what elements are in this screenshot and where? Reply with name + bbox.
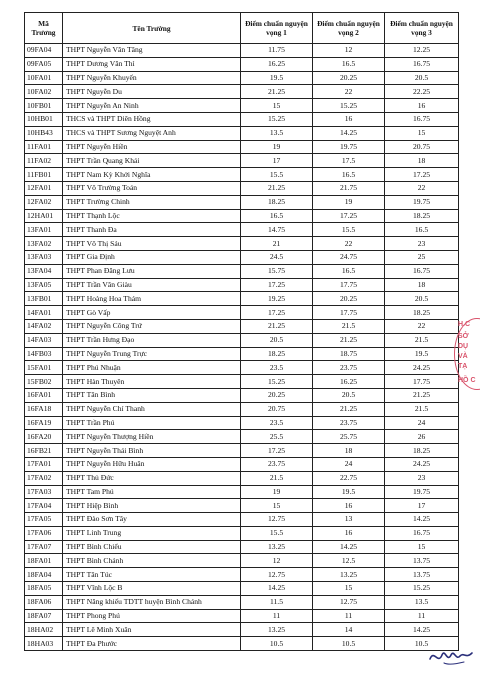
- school-code-cell: 10FA02: [25, 85, 63, 99]
- score-choice-3-cell: 25: [385, 250, 459, 264]
- score-choice-2-cell: 21.25: [313, 333, 385, 347]
- school-name-cell: THPT Phong Phú: [63, 609, 241, 623]
- score-choice-2-cell: 12: [313, 44, 385, 58]
- school-code-cell: 12FA01: [25, 181, 63, 195]
- school-code-cell: 10HB01: [25, 112, 63, 126]
- table-row: [25, 99, 459, 113]
- score-choice-3-cell: 19.75: [385, 485, 459, 499]
- score-choice-2-cell: 14.25: [313, 540, 385, 554]
- school-name-cell: THPT Trường Chinh: [63, 195, 241, 209]
- score-choice-2-cell: 23.75: [313, 361, 385, 375]
- score-choice-2-cell: 15: [313, 582, 385, 596]
- score-choice-1-cell: 10.5: [241, 637, 313, 651]
- school-name-cell: THPT Nguyễn Hữu Huân: [63, 457, 241, 471]
- score-choice-2-cell: 24: [313, 457, 385, 471]
- table-row: [25, 85, 459, 99]
- score-choice-1-cell: 16.25: [241, 57, 313, 71]
- school-name-cell: THPT Nguyễn Chí Thanh: [63, 402, 241, 416]
- header-score-choice-2: Điểm chuẩn nguyện vọng 2: [313, 13, 385, 44]
- score-choice-3-cell: 12.25: [385, 44, 459, 58]
- score-choice-2-cell: 14: [313, 623, 385, 637]
- score-choice-1-cell: 15: [241, 499, 313, 513]
- school-code-cell: 13FA01: [25, 223, 63, 237]
- score-choice-1-cell: 21.5: [241, 471, 313, 485]
- school-code-cell: 16FA20: [25, 430, 63, 444]
- school-code-cell: 15FB02: [25, 375, 63, 389]
- table-row: [25, 568, 459, 582]
- school-code-cell: 17FA06: [25, 526, 63, 540]
- school-code-cell: 16FA19: [25, 416, 63, 430]
- school-name-cell: THPT Nguyễn An Ninh: [63, 99, 241, 113]
- score-choice-2-cell: 15.5: [313, 223, 385, 237]
- school-code-cell: 13FA02: [25, 237, 63, 251]
- score-choice-3-cell: 22: [385, 319, 459, 333]
- score-choice-3-cell: 16.75: [385, 526, 459, 540]
- score-choice-3-cell: 20.5: [385, 71, 459, 85]
- table-row: [25, 333, 459, 347]
- score-choice-2-cell: 15.25: [313, 99, 385, 113]
- score-choice-2-cell: 20.5: [313, 388, 385, 402]
- table-row: [25, 540, 459, 554]
- school-code-cell: 17FA04: [25, 499, 63, 513]
- score-choice-1-cell: 24.5: [241, 250, 313, 264]
- score-choice-2-cell: 23.75: [313, 416, 385, 430]
- school-code-cell: 16FB21: [25, 444, 63, 458]
- school-name-cell: THPT Trần Văn Giàu: [63, 278, 241, 292]
- table-row: [25, 457, 459, 471]
- school-code-cell: 18FA01: [25, 554, 63, 568]
- table-row: [25, 209, 459, 223]
- header-score-choice-1: Điểm chuẩn nguyện vọng 1: [241, 13, 313, 44]
- table-row: [25, 319, 459, 333]
- school-name-cell: THPT Tân Bình: [63, 388, 241, 402]
- school-code-cell: 16FA18: [25, 402, 63, 416]
- school-name-cell: THPT Gò Vấp: [63, 306, 241, 320]
- stamp-text-line: DỤ: [458, 343, 469, 350]
- score-choice-3-cell: 19.75: [385, 195, 459, 209]
- handwritten-signature: [428, 643, 474, 674]
- score-choice-2-cell: 16: [313, 499, 385, 513]
- table-row: [25, 140, 459, 154]
- table-row: [25, 223, 459, 237]
- table-row: [25, 582, 459, 596]
- score-choice-3-cell: 11: [385, 609, 459, 623]
- school-code-cell: 12HA01: [25, 209, 63, 223]
- school-name-cell: THPT Phan Đăng Lưu: [63, 264, 241, 278]
- school-name-cell: THPT Tân Túc: [63, 568, 241, 582]
- school-code-cell: 17FA02: [25, 471, 63, 485]
- table-row: [25, 168, 459, 182]
- score-choice-1-cell: 12.75: [241, 568, 313, 582]
- score-table-page: [24, 12, 458, 651]
- score-choice-2-cell: 16.5: [313, 264, 385, 278]
- table-row: [25, 623, 459, 637]
- score-choice-3-cell: 15.25: [385, 582, 459, 596]
- school-code-cell: 13FA03: [25, 250, 63, 264]
- table-row: [25, 347, 459, 361]
- score-choice-1-cell: 18.25: [241, 347, 313, 361]
- score-choice-2-cell: 21.75: [313, 181, 385, 195]
- school-name-cell: THPT Thủ Đức: [63, 471, 241, 485]
- stamp-text-line: TẠ: [458, 363, 468, 370]
- score-choice-2-cell: 11: [313, 609, 385, 623]
- school-name-cell: THPT Năng khiếu TDTT huyện Bình Chánh: [63, 595, 241, 609]
- score-choice-1-cell: 19.25: [241, 292, 313, 306]
- score-choice-1-cell: 20.25: [241, 388, 313, 402]
- score-choice-3-cell: 20.5: [385, 292, 459, 306]
- table-body: [25, 44, 459, 651]
- table-row: [25, 264, 459, 278]
- table-row: [25, 402, 459, 416]
- school-name-cell: THPT Trần Hưng Đạo: [63, 333, 241, 347]
- table-row: [25, 181, 459, 195]
- score-choice-3-cell: 18: [385, 154, 459, 168]
- school-code-cell: 17FA03: [25, 485, 63, 499]
- table-row: [25, 595, 459, 609]
- school-code-cell: 10HB43: [25, 126, 63, 140]
- score-choice-1-cell: 13.25: [241, 540, 313, 554]
- score-choice-3-cell: 15: [385, 540, 459, 554]
- score-choice-3-cell: 23: [385, 237, 459, 251]
- admission-score-table: [24, 12, 459, 651]
- score-choice-3-cell: 22: [385, 181, 459, 195]
- school-name-cell: THPT Nguyễn Khuyến: [63, 71, 241, 85]
- score-choice-3-cell: 24.25: [385, 361, 459, 375]
- table-row: [25, 499, 459, 513]
- school-code-cell: 14FA03: [25, 333, 63, 347]
- score-choice-2-cell: 21.5: [313, 319, 385, 333]
- score-choice-2-cell: 16: [313, 526, 385, 540]
- score-choice-1-cell: 21.25: [241, 319, 313, 333]
- score-choice-3-cell: 16.75: [385, 112, 459, 126]
- school-code-cell: 13FA05: [25, 278, 63, 292]
- score-choice-1-cell: 21.25: [241, 85, 313, 99]
- table-row: [25, 637, 459, 651]
- table-row: [25, 250, 459, 264]
- score-choice-2-cell: 24.75: [313, 250, 385, 264]
- score-choice-1-cell: 25.5: [241, 430, 313, 444]
- score-choice-3-cell: 10.5: [385, 637, 459, 651]
- score-choice-1-cell: 18.25: [241, 195, 313, 209]
- school-code-cell: 13FA04: [25, 264, 63, 278]
- table-row: [25, 237, 459, 251]
- stamp-text-line: HỒ C: [458, 377, 476, 384]
- score-choice-2-cell: 10.5: [313, 637, 385, 651]
- header-score-choice-3: Điểm chuẩn nguyện vọng 3: [385, 13, 459, 44]
- school-name-cell: THPT Hoàng Hoa Thám: [63, 292, 241, 306]
- score-choice-2-cell: 17.75: [313, 306, 385, 320]
- score-choice-1-cell: 23.75: [241, 457, 313, 471]
- score-choice-2-cell: 13.25: [313, 568, 385, 582]
- table-row: [25, 388, 459, 402]
- school-name-cell: THPT Bình Chiểu: [63, 540, 241, 554]
- school-name-cell: THPT Võ Thị Sáu: [63, 237, 241, 251]
- school-code-cell: 18HA03: [25, 637, 63, 651]
- school-code-cell: 18FA07: [25, 609, 63, 623]
- score-choice-3-cell: 16: [385, 99, 459, 113]
- score-choice-2-cell: 12.5: [313, 554, 385, 568]
- school-name-cell: THPT Trần Phú: [63, 416, 241, 430]
- school-name-cell: THCS và THPT Diên Hồng: [63, 112, 241, 126]
- table-row: [25, 154, 459, 168]
- table-row: [25, 306, 459, 320]
- score-choice-1-cell: 15.25: [241, 112, 313, 126]
- score-choice-2-cell: 16.5: [313, 168, 385, 182]
- school-name-cell: THPT Hàn Thuyên: [63, 375, 241, 389]
- table-row: [25, 112, 459, 126]
- score-choice-3-cell: 24: [385, 416, 459, 430]
- score-choice-1-cell: 17.25: [241, 444, 313, 458]
- score-choice-1-cell: 14.25: [241, 582, 313, 596]
- school-name-cell: THPT Đào Sơn Tây: [63, 513, 241, 527]
- school-code-cell: 18HA02: [25, 623, 63, 637]
- score-choice-1-cell: 13.5: [241, 126, 313, 140]
- score-choice-3-cell: 17.25: [385, 168, 459, 182]
- score-choice-1-cell: 11.75: [241, 44, 313, 58]
- score-choice-1-cell: 11.5: [241, 595, 313, 609]
- school-name-cell: THPT Nguyễn Công Trứ: [63, 319, 241, 333]
- score-choice-2-cell: 22: [313, 85, 385, 99]
- table-row: [25, 57, 459, 71]
- score-choice-1-cell: 19.5: [241, 71, 313, 85]
- school-name-cell: THPT Phú Nhuận: [63, 361, 241, 375]
- school-name-cell: THPT Nguyễn Du: [63, 85, 241, 99]
- score-choice-3-cell: 18: [385, 278, 459, 292]
- score-choice-3-cell: 18.25: [385, 209, 459, 223]
- school-code-cell: 11FA02: [25, 154, 63, 168]
- table-row: [25, 416, 459, 430]
- stamp-text-line: SỞ: [458, 333, 469, 340]
- score-choice-3-cell: 22.25: [385, 85, 459, 99]
- score-choice-3-cell: 26: [385, 430, 459, 444]
- school-name-cell: THPT Linh Trung: [63, 526, 241, 540]
- school-code-cell: 18FA05: [25, 582, 63, 596]
- table-row: [25, 430, 459, 444]
- school-code-cell: 09FA04: [25, 44, 63, 58]
- school-name-cell: THPT Gia Định: [63, 250, 241, 264]
- score-choice-2-cell: 16: [313, 112, 385, 126]
- score-choice-1-cell: 20.75: [241, 402, 313, 416]
- school-code-cell: 18FA04: [25, 568, 63, 582]
- school-code-cell: 14FA01: [25, 306, 63, 320]
- score-choice-2-cell: 14.25: [313, 126, 385, 140]
- score-choice-1-cell: 19: [241, 485, 313, 499]
- score-choice-3-cell: 21.25: [385, 388, 459, 402]
- school-name-cell: THPT Vĩnh Lộc B: [63, 582, 241, 596]
- score-choice-3-cell: 14.25: [385, 513, 459, 527]
- score-choice-1-cell: 15: [241, 99, 313, 113]
- header-school-code: Mã Trương: [25, 13, 63, 44]
- score-choice-2-cell: 21.25: [313, 402, 385, 416]
- school-code-cell: 17FA05: [25, 513, 63, 527]
- score-choice-1-cell: 20.5: [241, 333, 313, 347]
- school-name-cell: THPT Dương Văn Thì: [63, 57, 241, 71]
- school-name-cell: THPT Nguyễn Văn Tăng: [63, 44, 241, 58]
- header-school-name: Tên Trường: [63, 13, 241, 44]
- table-row: [25, 471, 459, 485]
- school-code-cell: 12FA02: [25, 195, 63, 209]
- school-code-cell: 13FB01: [25, 292, 63, 306]
- score-choice-2-cell: 16.5: [313, 57, 385, 71]
- school-name-cell: THPT Nguyễn Trung Trực: [63, 347, 241, 361]
- official-stamp: [450, 318, 480, 390]
- score-choice-2-cell: 17.75: [313, 278, 385, 292]
- school-name-cell: THPT Võ Trường Toản: [63, 181, 241, 195]
- school-code-cell: 17FA01: [25, 457, 63, 471]
- school-name-cell: THPT Lê Minh Xuân: [63, 623, 241, 637]
- score-choice-1-cell: 23.5: [241, 416, 313, 430]
- score-choice-3-cell: 24.25: [385, 457, 459, 471]
- score-choice-1-cell: 14.75: [241, 223, 313, 237]
- score-choice-1-cell: 23.5: [241, 361, 313, 375]
- school-name-cell: THPT Hiệp Bình: [63, 499, 241, 513]
- score-choice-1-cell: 21: [241, 237, 313, 251]
- table-row: [25, 526, 459, 540]
- score-choice-3-cell: 18.25: [385, 444, 459, 458]
- table-row: [25, 278, 459, 292]
- score-choice-3-cell: 21.5: [385, 333, 459, 347]
- score-choice-3-cell: 23: [385, 471, 459, 485]
- score-choice-2-cell: 19.75: [313, 140, 385, 154]
- school-name-cell: THPT Trần Quang Khải: [63, 154, 241, 168]
- table-row: [25, 485, 459, 499]
- school-name-cell: THPT Bình Chánh: [63, 554, 241, 568]
- table-row: [25, 361, 459, 375]
- school-code-cell: 14FB03: [25, 347, 63, 361]
- score-choice-1-cell: 15.5: [241, 168, 313, 182]
- school-name-cell: THPT Nguyễn Hiền: [63, 140, 241, 154]
- table-row: [25, 44, 459, 58]
- school-code-cell: 15FA01: [25, 361, 63, 375]
- score-choice-3-cell: 14.25: [385, 623, 459, 637]
- score-choice-1-cell: 11: [241, 609, 313, 623]
- score-choice-1-cell: 17.25: [241, 278, 313, 292]
- score-choice-1-cell: 21.25: [241, 181, 313, 195]
- score-choice-2-cell: 12.75: [313, 595, 385, 609]
- score-choice-3-cell: 16.75: [385, 57, 459, 71]
- school-name-cell: THPT Thanh Đa: [63, 223, 241, 237]
- score-choice-3-cell: 19.5: [385, 347, 459, 361]
- score-choice-1-cell: 15.75: [241, 264, 313, 278]
- score-choice-2-cell: 19: [313, 195, 385, 209]
- school-code-cell: 09FA05: [25, 57, 63, 71]
- score-choice-1-cell: 15.25: [241, 375, 313, 389]
- score-choice-3-cell: 15: [385, 126, 459, 140]
- school-code-cell: 11FB01: [25, 168, 63, 182]
- signature-mark: [428, 643, 474, 669]
- score-choice-2-cell: 18.75: [313, 347, 385, 361]
- score-choice-3-cell: 16.5: [385, 223, 459, 237]
- score-choice-3-cell: 17.75: [385, 375, 459, 389]
- score-choice-1-cell: 13.25: [241, 623, 313, 637]
- score-choice-2-cell: 16.25: [313, 375, 385, 389]
- score-choice-2-cell: 20.25: [313, 292, 385, 306]
- score-choice-3-cell: 17: [385, 499, 459, 513]
- school-name-cell: THPT Nguyễn Thái Bình: [63, 444, 241, 458]
- school-code-cell: 18FA06: [25, 595, 63, 609]
- table-row: [25, 444, 459, 458]
- score-choice-1-cell: 12.75: [241, 513, 313, 527]
- score-choice-3-cell: 13.75: [385, 568, 459, 582]
- score-choice-2-cell: 17.25: [313, 209, 385, 223]
- score-choice-1-cell: 17.25: [241, 306, 313, 320]
- school-code-cell: 17FA07: [25, 540, 63, 554]
- school-name-cell: THPT Nam Kỳ Khởi Nghĩa: [63, 168, 241, 182]
- score-choice-2-cell: 25.75: [313, 430, 385, 444]
- score-choice-2-cell: 20.25: [313, 71, 385, 85]
- school-code-cell: 11FA01: [25, 140, 63, 154]
- score-choice-2-cell: 22.75: [313, 471, 385, 485]
- table-row: [25, 513, 459, 527]
- score-choice-3-cell: 13.5: [385, 595, 459, 609]
- score-choice-3-cell: 18.25: [385, 306, 459, 320]
- score-choice-1-cell: 16.5: [241, 209, 313, 223]
- table-row: [25, 195, 459, 209]
- table-row: [25, 292, 459, 306]
- score-choice-1-cell: 12: [241, 554, 313, 568]
- table-row: [25, 554, 459, 568]
- score-choice-2-cell: 22: [313, 237, 385, 251]
- stamp-text-line: VÀ: [458, 353, 468, 360]
- school-name-cell: THCS và THPT Sương Nguyệt Anh: [63, 126, 241, 140]
- score-choice-3-cell: 21.5: [385, 402, 459, 416]
- table-header-row: [25, 13, 459, 44]
- school-code-cell: 10FA01: [25, 71, 63, 85]
- score-choice-3-cell: 20.75: [385, 140, 459, 154]
- score-choice-2-cell: 17.5: [313, 154, 385, 168]
- score-choice-2-cell: 19.5: [313, 485, 385, 499]
- school-name-cell: THPT Thạnh Lộc: [63, 209, 241, 223]
- school-code-cell: 16FA01: [25, 388, 63, 402]
- score-choice-2-cell: 13: [313, 513, 385, 527]
- table-row: [25, 71, 459, 85]
- school-name-cell: THPT Đa Phước: [63, 637, 241, 651]
- table-row: [25, 609, 459, 623]
- score-choice-2-cell: 18: [313, 444, 385, 458]
- score-choice-3-cell: 13.75: [385, 554, 459, 568]
- school-name-cell: THPT Nguyễn Thượng Hiền: [63, 430, 241, 444]
- school-code-cell: 14FA02: [25, 319, 63, 333]
- school-code-cell: 10FB01: [25, 99, 63, 113]
- school-name-cell: THPT Tam Phú: [63, 485, 241, 499]
- score-choice-1-cell: 19: [241, 140, 313, 154]
- table-row: [25, 126, 459, 140]
- score-choice-3-cell: 16.75: [385, 264, 459, 278]
- score-choice-1-cell: 17: [241, 154, 313, 168]
- table-row: [25, 375, 459, 389]
- stamp-text-line: H.C: [458, 321, 471, 328]
- score-choice-1-cell: 15.5: [241, 526, 313, 540]
